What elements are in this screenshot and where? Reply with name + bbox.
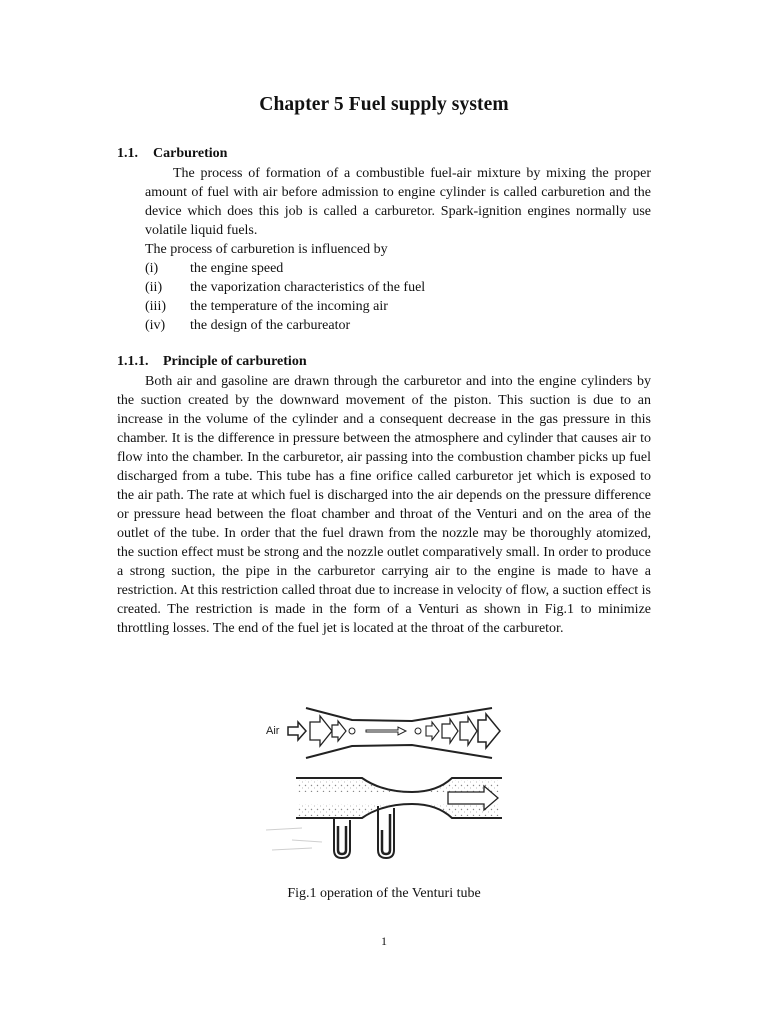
flow-arrow (442, 719, 458, 743)
carburetion-paragraph: The process of formation of a combustible fuel-air mixture by mixing the proper amount of fuel with air before admission to engine cylinder is called carburetion and the device which does this job is called a carburetor. Spark-ignition engines normally use volatile liquid fuels. (145, 166, 651, 238)
list-item-text: the vaporization characteristics of the fuel (190, 280, 426, 295)
manometer-right-fluid (382, 814, 390, 854)
venturi-airflow-diagram (266, 708, 500, 758)
list-item (145, 316, 425, 335)
influence-list (145, 259, 425, 335)
list-item-number: (i) (145, 261, 159, 276)
flow-arrow (478, 714, 500, 748)
influence-intro: The process of carburetion is influenced by (145, 242, 388, 257)
throat-flow-arrow (366, 727, 406, 735)
list-item-number: (ii) (145, 280, 163, 295)
air-inlet-arrow (288, 722, 306, 740)
faint-background-marks (266, 828, 322, 850)
manometer-right (378, 806, 394, 858)
venturi-figure (262, 700, 512, 865)
list-item (145, 278, 425, 297)
section-number: 1.1.1. (117, 354, 149, 369)
flow-arrow (332, 721, 346, 741)
flow-arrow (310, 716, 332, 746)
venturi-lower-wall (306, 745, 492, 758)
list-item-text: the temperature of the incoming air (190, 299, 388, 314)
page-number: 1 (381, 934, 387, 948)
list-item (145, 259, 425, 278)
list-item-number: (iii) (145, 299, 166, 314)
section-number: 1.1. (117, 146, 138, 161)
flow-arrow (426, 722, 439, 740)
list-item-text: the engine speed (190, 261, 284, 276)
principle-paragraph: Both air and gasoline are drawn through the carburetor and into the engine cylinders by the suction created by the downward movement of the piston. This suction is due to an increase in the volume of the cylinder and a consequent decrease in the gas pressure in this chamber. It is the difference in pressure between the atmosphere and cylinder that causes air to flow into the chamber. In the carburetor, air passing into the combustion chamber picks up fuel discharged from a tube. This tube has a fine orifice called carburetor jet which is exposed to the air path. The rate at which fuel is discharged into the air depends on the pressure difference or pressure head between the float chamber and throat of the Venturi and on the area of the outlet of the tube. In order that the fuel drawn from the nozzle may be thoroughly atomized, the suction effect must be strong and the nozzle outlet comparatively small. In order to produce a strong suction, the pipe in the carburetor carrying air to the engine is made to have a restriction. At this restriction called throat due to increase in velocity of flow, a suction effect is created. The restriction is made in the form of a Venturi as shown in Fig.1 to minimize throttling losses. The end of the fuel jet is located at the throat of the carburetor. (117, 374, 651, 636)
figure-caption: Fig.1 operation of the Venturi tube (287, 886, 481, 901)
section-title: Principle of carburetion (163, 354, 307, 369)
air-particles-lower (298, 804, 500, 816)
venturi-pressure-diagram (266, 778, 502, 858)
manometer-left (334, 818, 350, 858)
air-particles-upper (298, 780, 500, 792)
flow-marker (349, 728, 355, 734)
venturi-upper-wall (306, 708, 492, 721)
list-item-number: (iv) (145, 318, 166, 333)
air-label: Air (266, 725, 280, 737)
section-heading-carburetion (117, 146, 227, 162)
chapter-title: Chapter 5 Fuel supply system (259, 94, 509, 115)
flow-marker (415, 728, 421, 734)
list-item-text: the design of the carbureator (190, 318, 351, 333)
flow-arrow (460, 717, 477, 745)
section-heading-principle (117, 354, 307, 370)
section-title: Carburetion (153, 146, 228, 161)
manometer-left-fluid (338, 826, 346, 854)
list-item (145, 297, 425, 316)
